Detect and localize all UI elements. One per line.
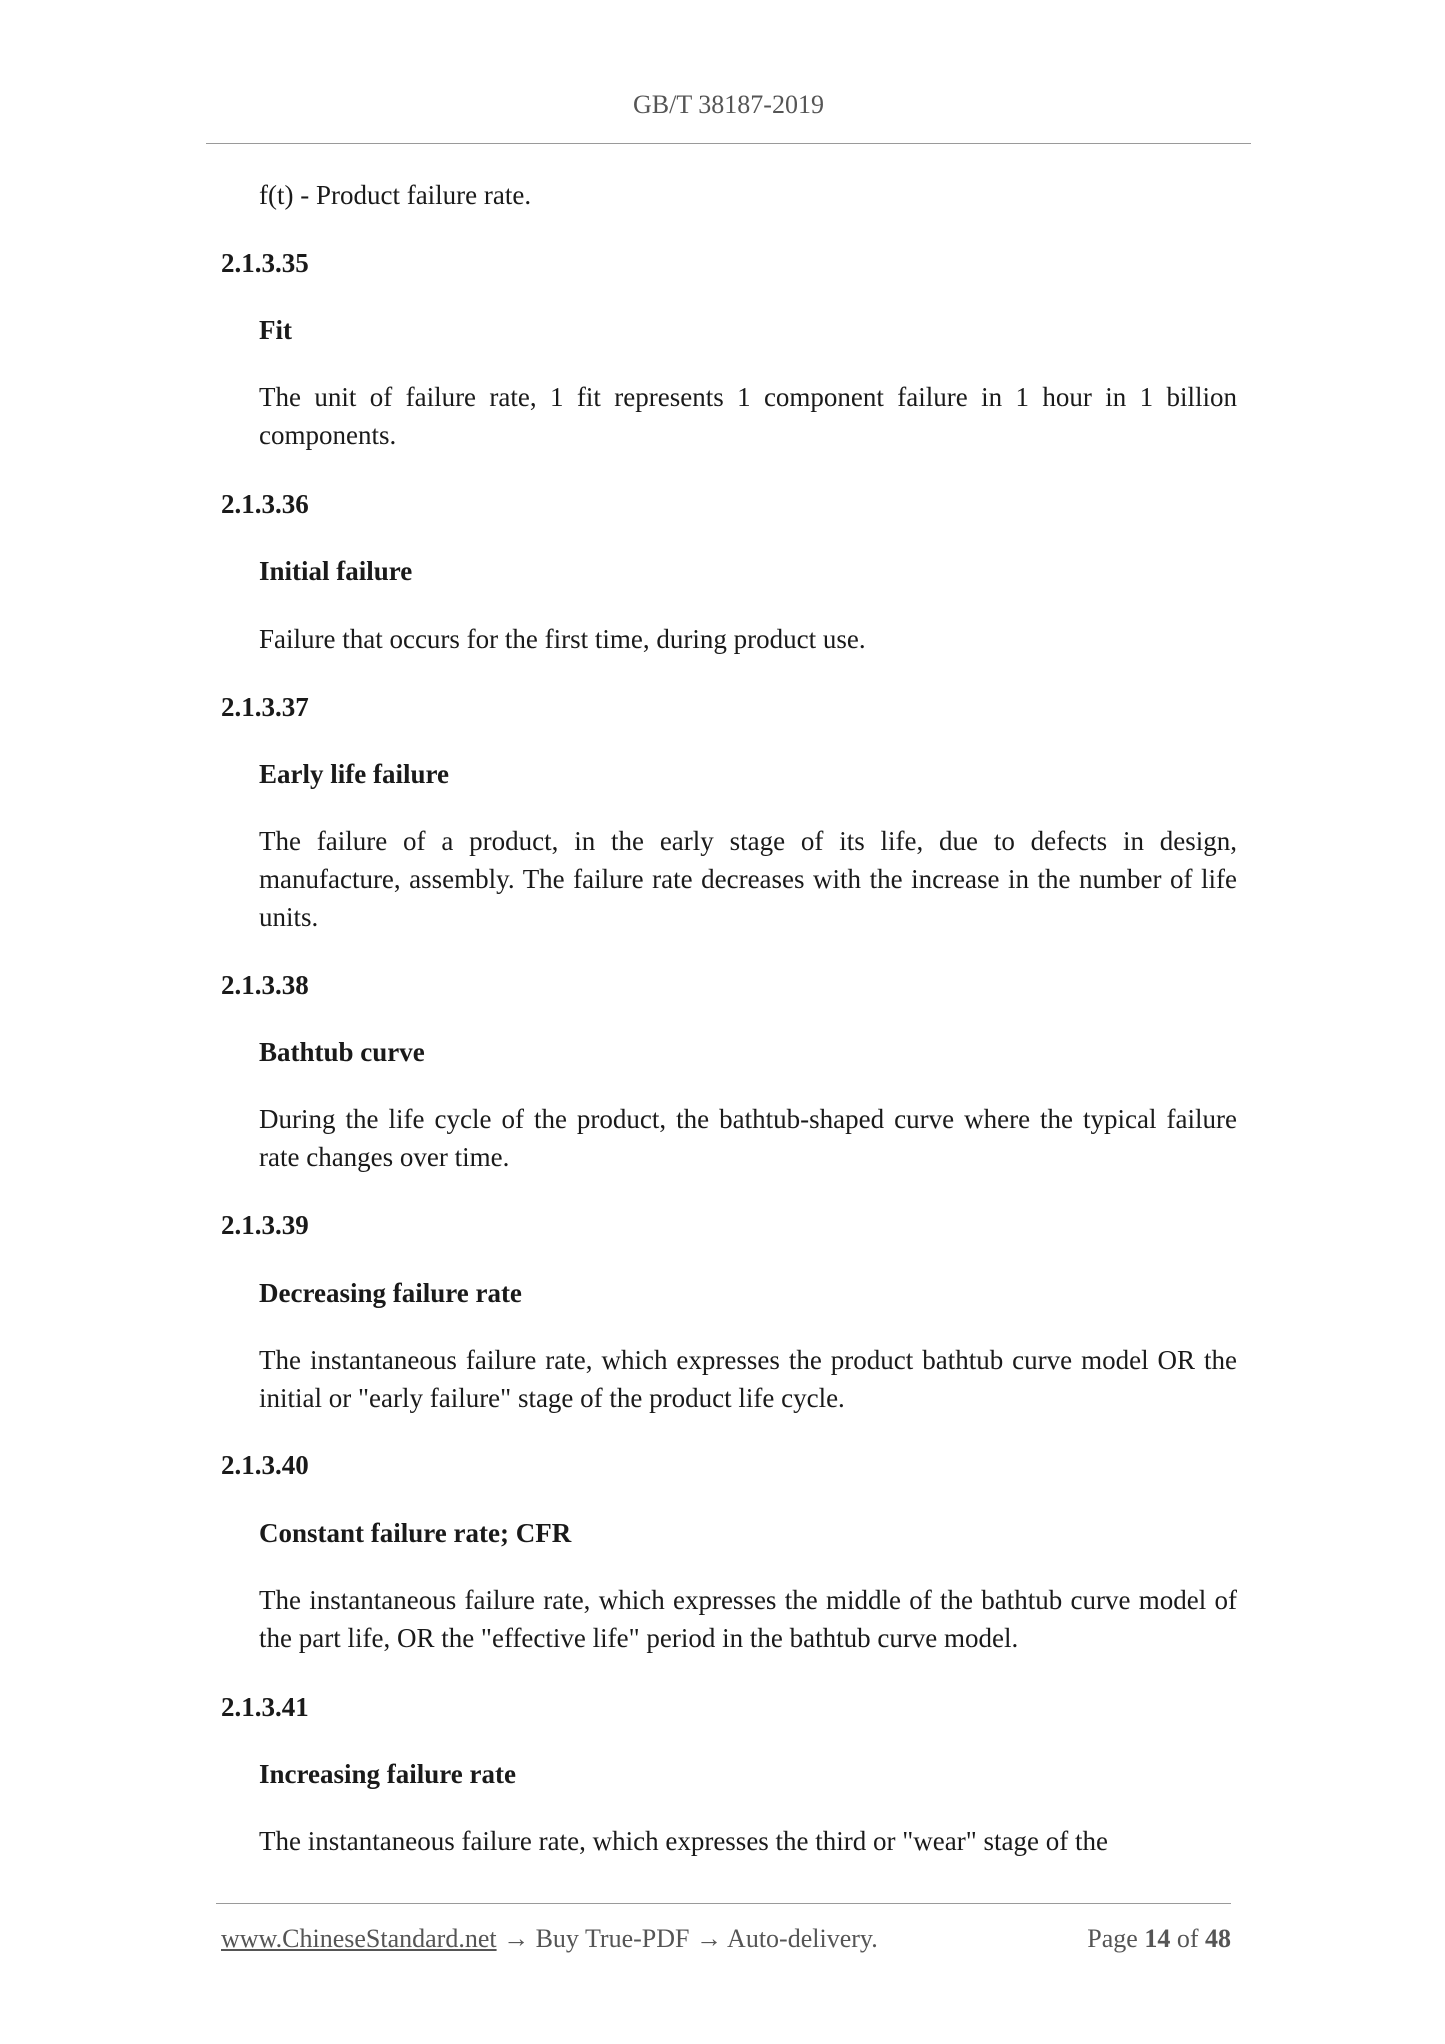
footer-promo-text: → Buy True-PDF → Auto-delivery. [496, 1924, 878, 1953]
clause-definition: The unit of failure rate, 1 fit represents 1 component failure in 1 hour in 1 billion components. [259, 382, 1237, 450]
clause-term: Constant failure rate; CFR [259, 1518, 572, 1548]
page-current: 14 [1144, 1924, 1171, 1953]
clause-number: 2.1.3.40 [221, 1450, 309, 1480]
footer-promo [221, 1924, 878, 1954]
chinesestandard-link[interactable]: www.ChineseStandard.net [221, 1924, 497, 1953]
clause-term: Bathtub curve [259, 1037, 425, 1067]
clause-term: Fit [259, 315, 292, 345]
clause-number: 2.1.3.38 [221, 970, 309, 1000]
page-indicator [1087, 1924, 1231, 1954]
clause-term: Decreasing failure rate [259, 1278, 522, 1308]
clause-term: Early life failure [259, 759, 449, 789]
page-total: 48 [1205, 1924, 1231, 1953]
intro-line: f(t) - Product failure rate. [259, 180, 532, 210]
footer-divider [216, 1903, 1231, 1904]
clause-definition: The instantaneous failure rate, which expresses the third or "wear" stage of the [259, 1826, 1108, 1856]
clause-number: 2.1.3.41 [221, 1692, 309, 1722]
clause-definition: The failure of a product, in the early stage of its life, due to defects in design, manufacture, assembly. The failure rate decreases with the increase in the number of life units. [259, 826, 1237, 932]
clause-number: 2.1.3.36 [221, 489, 309, 519]
clause-definition: During the life cycle of the product, the bathtub-shaped curve where the typical failure rate changes over time. [259, 1104, 1237, 1172]
page-header-title: GB/T 38187-2019 [633, 90, 824, 119]
clause-definition: The instantaneous failure rate, which expresses the middle of the bathtub curve model of the part life, OR the "effective life" period in the bathtub curve model. [259, 1585, 1237, 1653]
clause-term: Initial failure [259, 556, 413, 586]
clause-definition: The instantaneous failure rate, which expresses the product bathtub curve model OR the initial or "early failure" stage of the product life cycle. [259, 1345, 1237, 1413]
clause-number: 2.1.3.39 [221, 1210, 309, 1240]
clause-definition: Failure that occurs for the first time, during product use. [259, 624, 866, 654]
page-of: of [1176, 1924, 1199, 1953]
clause-number: 2.1.3.37 [221, 692, 309, 722]
header-divider [206, 143, 1251, 144]
clause-term: Increasing failure rate [259, 1759, 516, 1789]
page-label: Page [1087, 1924, 1138, 1953]
clause-number: 2.1.3.35 [221, 248, 309, 278]
